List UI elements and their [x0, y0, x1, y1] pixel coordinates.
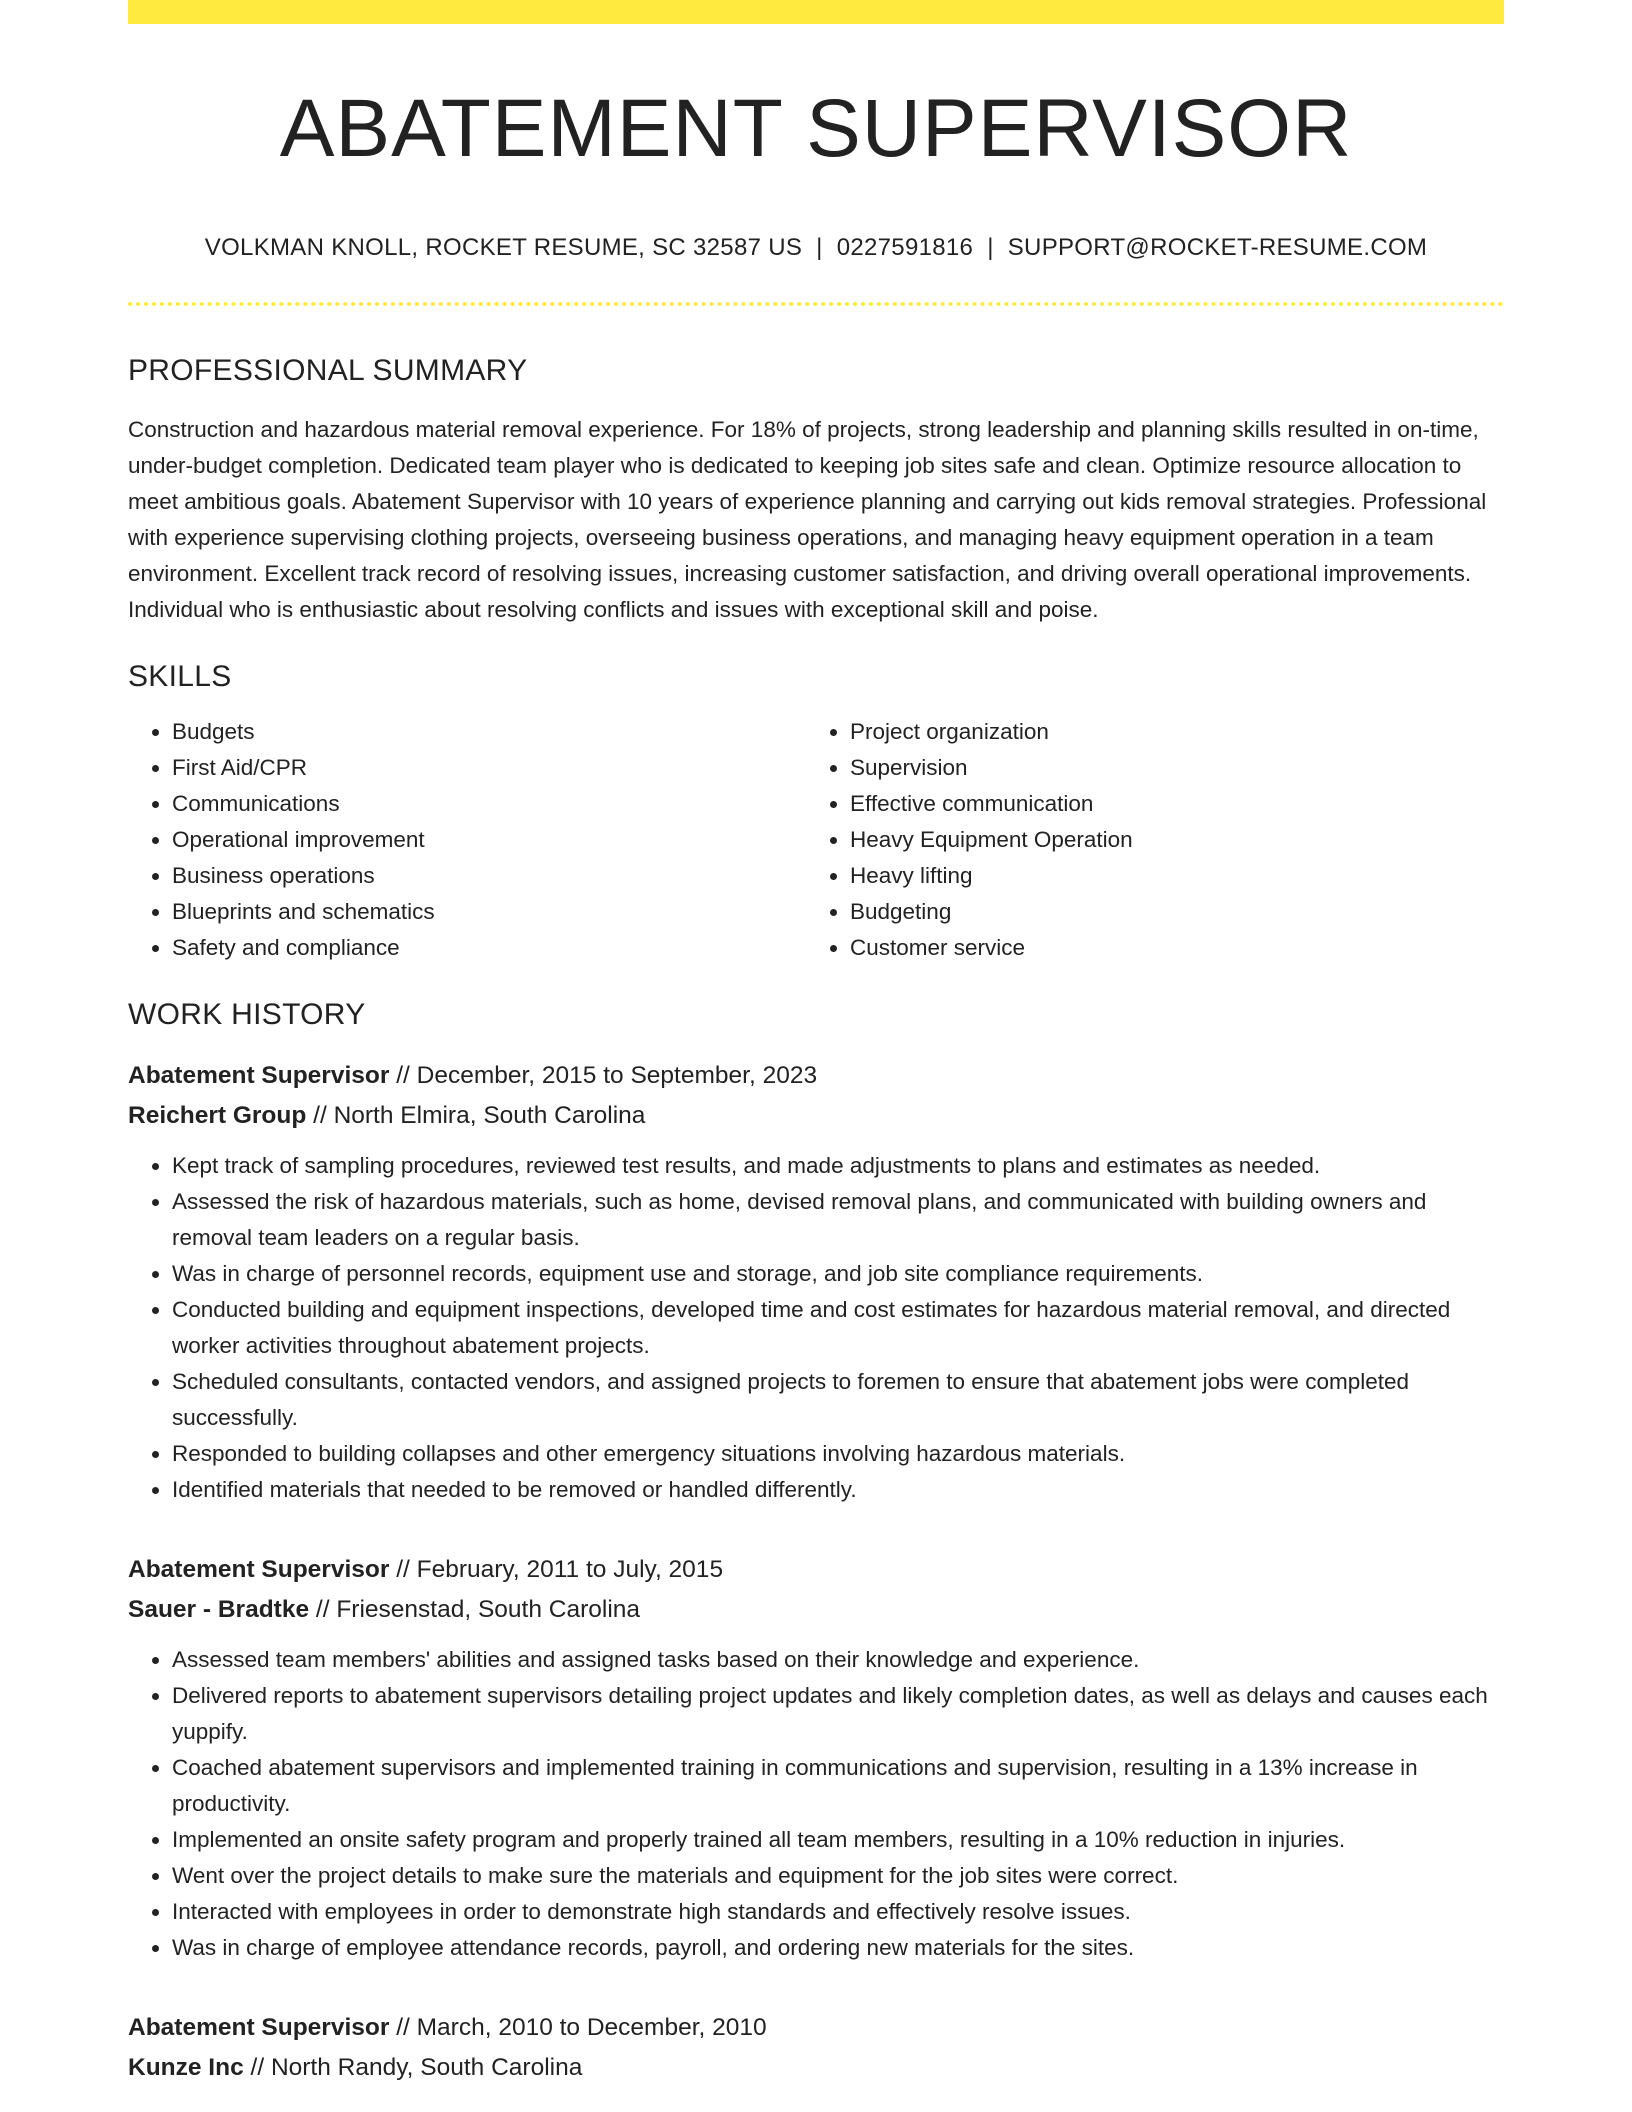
- job-entry: [128, 1056, 1504, 1508]
- job-entry: [128, 1550, 1504, 1966]
- job-company: Reichert Group: [128, 1102, 307, 1130]
- job-bullet: • Assessed team members' abilities and assigned tasks based on their knowledge and experience.: [172, 1642, 1504, 1678]
- skills-column-right: [806, 714, 1484, 966]
- job-bullet: • Was in charge of employee attendance records, payroll, and ordering new materials for the sites.: [172, 1930, 1504, 1966]
- skill-item: • Operational improvement: [172, 822, 806, 858]
- job-dates: // December, 2015 to September, 2023: [389, 1062, 818, 1090]
- skill-item: • Supervision: [850, 750, 1484, 786]
- skill-item: • Business operations: [172, 858, 806, 894]
- job-bullet: • Kept track of sampling procedures, reviewed test results, and made adjustments to plans and estimates as needed.: [172, 1148, 1504, 1184]
- skill-item: • Budgeting: [850, 894, 1484, 930]
- accent-top-bar: [128, 0, 1504, 24]
- summary-text: Construction and hazardous material removal experience. For 18% of projects, strong leadership and planning skills resulted in on-time, under-budget completion. Dedicated team player who is dedicated to keeping job sites safe and clean. Optimize resource allocation to meet ambitious goals. Abatement Supervisor with 10 years of experience planning and carrying out kids removal strategies. Professional with experience supervising clothing projects, overseeing business operations, and managing heavy equipment operation in a team environment. Excellent track record of resolving issues, increasing customer satisfaction, and driving overall operational improvements. Individual who is enthusiastic about resolving conflicts and issues with exceptional skill and poise.: [128, 417, 1487, 623]
- job-bullet: • Was in charge of personnel records, equipment use and storage, and job site compliance requirements.: [172, 1256, 1504, 1292]
- skill-item: • Customer service: [850, 930, 1484, 966]
- job-company-line: [128, 1590, 1504, 1630]
- job-role-line: [128, 1550, 1504, 1590]
- job-bullet: • Responded to building collapses and other emergency situations involving hazardous materials.: [172, 1436, 1504, 1472]
- job-bullet: • Assessed the risk of hazardous materials, such as home, devised removal plans, and communicated with building owners and removal team leaders on a regular basis.: [172, 1184, 1504, 1256]
- contact-separator: |: [816, 234, 823, 262]
- job-entry: [128, 2008, 1504, 2088]
- contact-separator: |: [987, 234, 994, 262]
- skill-item: • Blueprints and schematics: [172, 894, 806, 930]
- job-role: Abatement Supervisor: [128, 1062, 390, 1090]
- resume-page: [128, 0, 1504, 2088]
- dotted-divider: [128, 302, 1504, 306]
- job-company-line: [128, 1096, 1504, 1136]
- skill-item: • Communications: [172, 786, 806, 822]
- skill-item: • Effective communication: [850, 786, 1484, 822]
- job-role: Abatement Supervisor: [128, 2014, 390, 2042]
- contact-line: [128, 234, 1504, 262]
- job-company-line: [128, 2048, 1504, 2088]
- job-company: Sauer - Bradtke: [128, 1596, 310, 1624]
- job-bullet: • Implemented an onsite safety program and properly trained all team members, resulting in a 10% reduction in injuries.: [172, 1822, 1504, 1858]
- job-bullet: • Went over the project details to make sure the materials and equipment for the job sites were correct.: [172, 1858, 1504, 1894]
- job-bullets: [128, 1148, 1504, 1508]
- job-bullet: • Delivered reports to abatement supervisors detailing project updates and likely completion dates, as well as delays and causes each yuppify.: [172, 1678, 1504, 1750]
- skills-list: [128, 714, 1504, 966]
- job-role: Abatement Supervisor: [128, 1556, 390, 1584]
- job-bullet: • Scheduled consultants, contacted vendors, and assigned projects to foremen to ensure that abatement jobs were completed successfully.: [172, 1364, 1504, 1436]
- job-bullet: • Conducted building and equipment inspections, developed time and cost estimates for hazardous material removal, and directed worker activities throughout abatement projects.: [172, 1292, 1504, 1364]
- skills-heading: SKILLS: [128, 660, 232, 694]
- skill-item: • Safety and compliance: [172, 930, 806, 966]
- job-dates: // March, 2010 to December, 2010: [389, 2014, 767, 2042]
- job-location: // North Elmira, South Carolina: [306, 1102, 646, 1130]
- job-dates: // February, 2011 to July, 2015: [389, 1556, 724, 1584]
- skill-item: • Project organization: [850, 714, 1484, 750]
- skill-item: • Budgets: [172, 714, 806, 750]
- job-location: // Friesenstad, South Carolina: [309, 1596, 641, 1624]
- skill-item: • First Aid/CPR: [172, 750, 806, 786]
- contact-phone: 0227591816: [836, 234, 974, 262]
- job-role-line: [128, 2008, 1504, 2048]
- work-history-heading: WORK HISTORY: [128, 998, 366, 1032]
- contact-email: SUPPORT@ROCKET-RESUME.COM: [1007, 234, 1428, 262]
- job-bullet: • Interacted with employees in order to demonstrate high standards and effectively resolve issues.: [172, 1894, 1504, 1930]
- contact-address: VOLKMAN KNOLL, ROCKET RESUME, SC 32587 US: [204, 234, 803, 262]
- summary-heading: PROFESSIONAL SUMMARY: [128, 354, 528, 388]
- job-role-line: [128, 1056, 1504, 1096]
- candidate-title: ABATEMENT SUPERVISOR: [279, 83, 1353, 174]
- skill-item: • Heavy Equipment Operation: [850, 822, 1484, 858]
- job-bullet: • Coached abatement supervisors and implemented training in communications and supervision, resulting in a 13% increase in productivity.: [172, 1750, 1504, 1822]
- job-bullet: • Identified materials that needed to be removed or handled differently.: [172, 1472, 1504, 1508]
- job-company: Kunze Inc: [128, 2054, 244, 2082]
- job-location: // North Randy, South Carolina: [243, 2054, 583, 2082]
- job-bullets: [128, 1642, 1504, 1966]
- skills-column-left: [128, 714, 806, 966]
- skill-item: • Heavy lifting: [850, 858, 1484, 894]
